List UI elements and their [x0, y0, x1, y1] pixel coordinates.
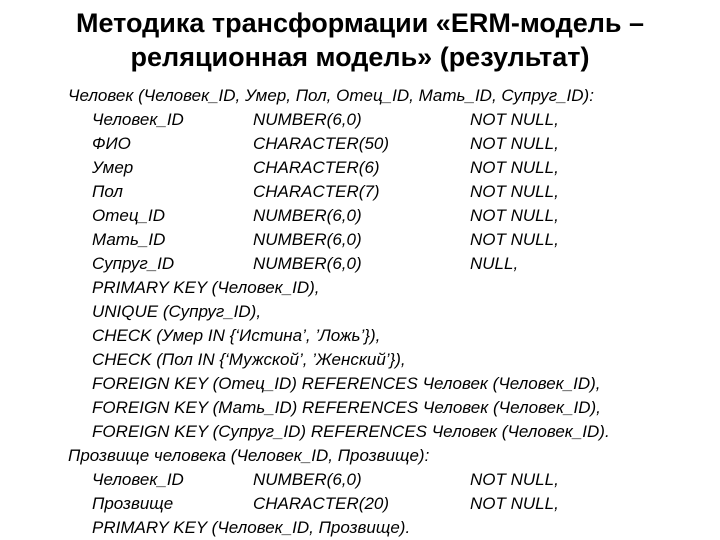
table-header [0, 444, 720, 468]
column-row [0, 204, 720, 228]
column-row [0, 156, 720, 180]
column-type: NUMBER(6,0) [253, 254, 362, 273]
column-constraint: NOT NULL, [470, 134, 559, 153]
column-constraint: NOT NULL, [470, 206, 559, 225]
column-constraint: NOT NULL, [470, 470, 559, 489]
column-name: Человек_ID [92, 110, 184, 129]
column-row [0, 492, 720, 516]
table-header-text: Прозвище человека (Человек_ID, Прозвище): [68, 446, 430, 465]
column-constraint: NOT NULL, [470, 158, 559, 177]
column-type: NUMBER(6,0) [253, 230, 362, 249]
column-type: CHARACTER(20) [253, 494, 390, 513]
constraint-clause: FOREIGN KEY (Отец_ID) REFERENCES Человек (Человек_ID), [92, 374, 601, 393]
column-type: NUMBER(6,0) [253, 110, 362, 129]
title-line-2: реляционная модель» (результат) [130, 42, 590, 72]
column-name: Мать_ID [92, 230, 166, 249]
table-header [0, 84, 720, 108]
column-type: CHARACTER(50) [253, 134, 390, 153]
column-type: NUMBER(6,0) [253, 470, 362, 489]
slide-title [0, 6, 720, 74]
column-name: Отец_ID [92, 206, 166, 225]
constraint-clause: CHECK (Умер IN {‘Истина’, ’Ложь’}), [92, 326, 381, 345]
column-row [0, 228, 720, 252]
column-row [0, 132, 720, 156]
column-type: NUMBER(6,0) [253, 206, 362, 225]
constraint-clause: CHECK (Пол IN {‘Мужской’, ’Женский’}), [92, 350, 406, 369]
title-line-1: Методика трансформации «ERM-модель – [76, 8, 644, 38]
table-header-text: Человек (Человек_ID, Умер, Пол, Отец_ID, Мать_ID, Супруг_ID): [68, 86, 594, 105]
column-constraint: NOT NULL, [470, 494, 559, 513]
column-constraint: NOT NULL, [470, 182, 559, 201]
column-type: CHARACTER(6) [253, 158, 380, 177]
constraint-clause: UNIQUE (Супруг_ID), [92, 302, 262, 321]
constraint-clause: FOREIGN KEY (Мать_ID) REFERENCES Человек (Человек_ID), [92, 398, 601, 417]
column-name: ФИО [92, 134, 131, 153]
column-constraint: NOT NULL, [470, 110, 559, 129]
constraint-clause: FOREIGN KEY (Супруг_ID) REFERENCES Человек (Человек_ID). [92, 422, 610, 441]
column-name: Прозвище [92, 494, 174, 513]
column-constraint: NULL, [470, 254, 519, 273]
column-row [0, 252, 720, 276]
column-constraint: NOT NULL, [470, 230, 559, 249]
constraint-clause: PRIMARY KEY (Человек_ID, Прозвище). [92, 518, 411, 537]
column-type: CHARACTER(7) [253, 182, 380, 201]
column-name: Супруг_ID [92, 254, 175, 273]
column-row [0, 468, 720, 492]
column-name: Умер [92, 158, 134, 177]
column-row [0, 180, 720, 204]
constraint-clause: PRIMARY KEY (Человек_ID), [92, 278, 320, 297]
column-name: Человек_ID [92, 470, 184, 489]
column-row [0, 108, 720, 132]
column-name: Пол [92, 182, 123, 201]
